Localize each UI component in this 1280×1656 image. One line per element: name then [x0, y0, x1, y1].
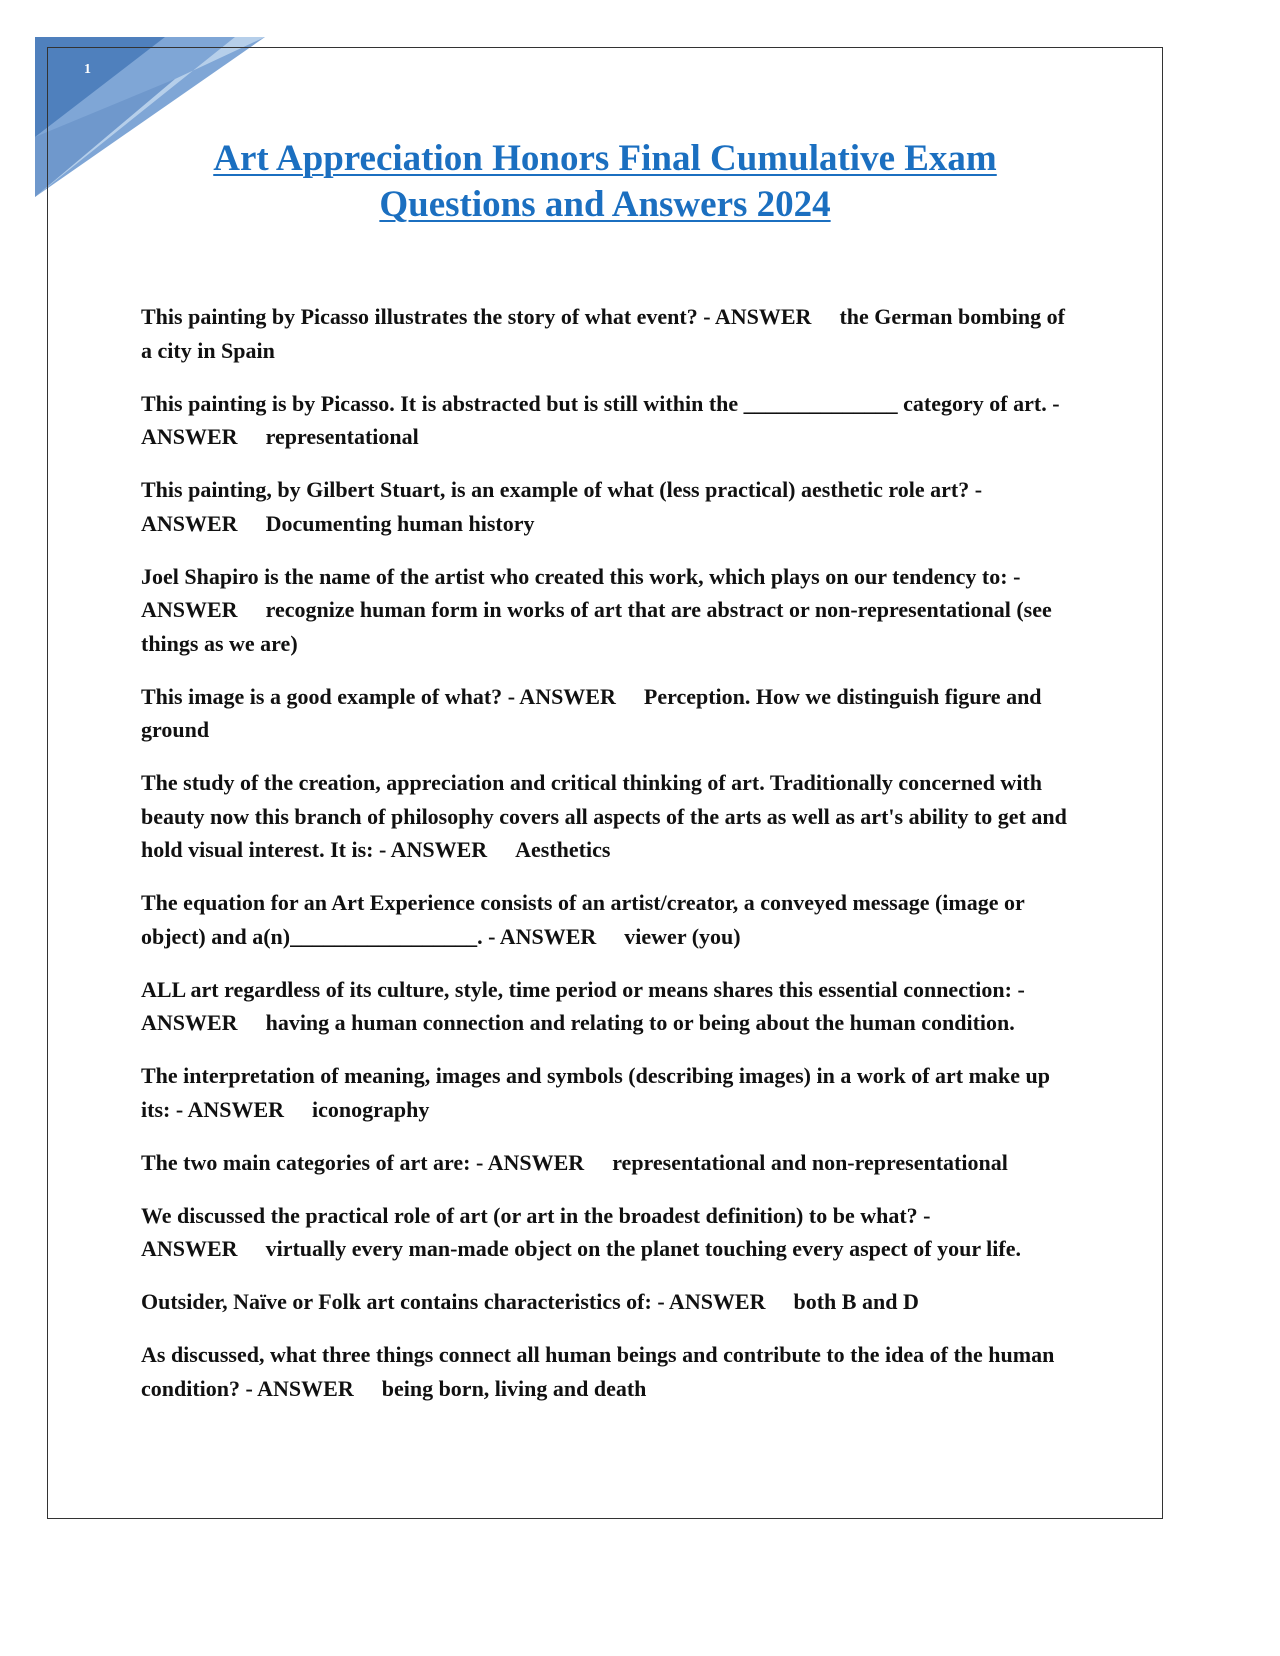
qa-item	[141, 886, 1076, 953]
answer-label: - ANSWER	[175, 1096, 285, 1122]
answer-text: being born, living and death	[381, 1375, 647, 1401]
answer-text: recognize human form in works of art that are abstract or non-representational (see things as we are)	[141, 597, 1052, 656]
answer-text: the German bombing of a city in Spain	[141, 304, 1065, 363]
question-text: The equation for an Art Experience consists of an artist/creator, a conveyed message (image or object) and a(n)_________________.	[141, 890, 1025, 949]
qa-item	[141, 1338, 1076, 1405]
qa-item	[141, 1285, 1076, 1319]
document-title	[100, 136, 1110, 228]
qa-item	[141, 300, 1076, 367]
answer-label: - ANSWER	[141, 477, 983, 536]
answer-label: - ANSWER	[488, 923, 597, 949]
answer-text: Aesthetics	[515, 837, 611, 862]
answer-label: - ANSWER	[141, 390, 1060, 449]
answer-label: - ANSWER	[703, 304, 812, 329]
answer-text: representational and non-representational	[612, 1149, 1008, 1175]
qa-item	[141, 1059, 1076, 1126]
question-text: As discussed, what three things connect all human beings and contribute to the idea of the human condition?	[141, 1342, 1055, 1401]
qa-item	[141, 1199, 1076, 1266]
answer-text: Documenting human history	[265, 510, 535, 536]
question-text: The two main categories of art are:	[141, 1149, 471, 1175]
question-text: Outsider, Naïve or Folk art contains characteristics of:	[141, 1289, 652, 1314]
answer-text: viewer (you)	[624, 923, 741, 949]
answer-label: - ANSWER	[476, 1149, 585, 1175]
answer-label: - ANSWER	[378, 837, 488, 862]
qa-item	[141, 680, 1076, 747]
answer-label: - ANSWER	[245, 1375, 354, 1401]
question-text: This image is a good example of what?	[141, 683, 503, 709]
question-text: ALL art regardless of its culture, style, time period or means shares this essential connection:	[141, 976, 1012, 1002]
answer-text: representational	[265, 424, 419, 449]
question-text: This painting is by Picasso. It is abstracted but is still within the ______________ category of art.	[141, 390, 1047, 416]
qa-item	[141, 473, 1076, 540]
answer-label: - ANSWER	[507, 683, 616, 709]
question-text: This painting by Picasso illustrates the story of what event?	[141, 304, 698, 329]
question-text: Joel Shapiro is the name of the artist who created this work, which plays on our tendency to:	[141, 563, 1008, 589]
answer-label: - ANSWER	[141, 976, 1025, 1035]
qa-item	[141, 973, 1076, 1040]
title-line-1: Art Appreciation Honors Final Cumulative Exam	[213, 138, 997, 179]
qa-item	[141, 766, 1076, 867]
qa-list	[141, 300, 1076, 1425]
qa-item	[141, 387, 1076, 454]
answer-label: - ANSWER	[141, 1202, 931, 1261]
answer-label: - ANSWER	[141, 563, 1021, 622]
question-text: We discussed the practical role of art (or art in the broadest definition) to be what?	[141, 1202, 918, 1228]
answer-text: virtually every man-made object on the planet touching every aspect of your life.	[265, 1236, 1022, 1261]
answer-text: Perception. How we distinguish figure and ground	[141, 683, 1042, 742]
question-text: This painting, by Gilbert Stuart, is an example of what (less practical) aesthetic role art?	[141, 477, 970, 502]
title-line-2: Questions and Answers 2024	[379, 184, 831, 225]
qa-item	[141, 1146, 1076, 1180]
answer-text: iconography	[312, 1096, 430, 1122]
question-text: The interpretation of meaning, images and symbols (describing images) in a work of art make up its:	[141, 1063, 1050, 1122]
answer-text: both B and D	[793, 1289, 919, 1314]
question-text: The study of the creation, appreciation and critical thinking of art. Traditionally concerned with beauty now this branch of philosophy covers all aspects of the arts as well as art's ability to get and hold visual interest. It is:	[141, 770, 1067, 862]
answer-text: having a human connection and relating to or being about the human condition.	[265, 1010, 1015, 1035]
answer-label: - ANSWER	[657, 1289, 766, 1314]
page-number: 1	[84, 62, 91, 77]
qa-item	[141, 560, 1076, 661]
